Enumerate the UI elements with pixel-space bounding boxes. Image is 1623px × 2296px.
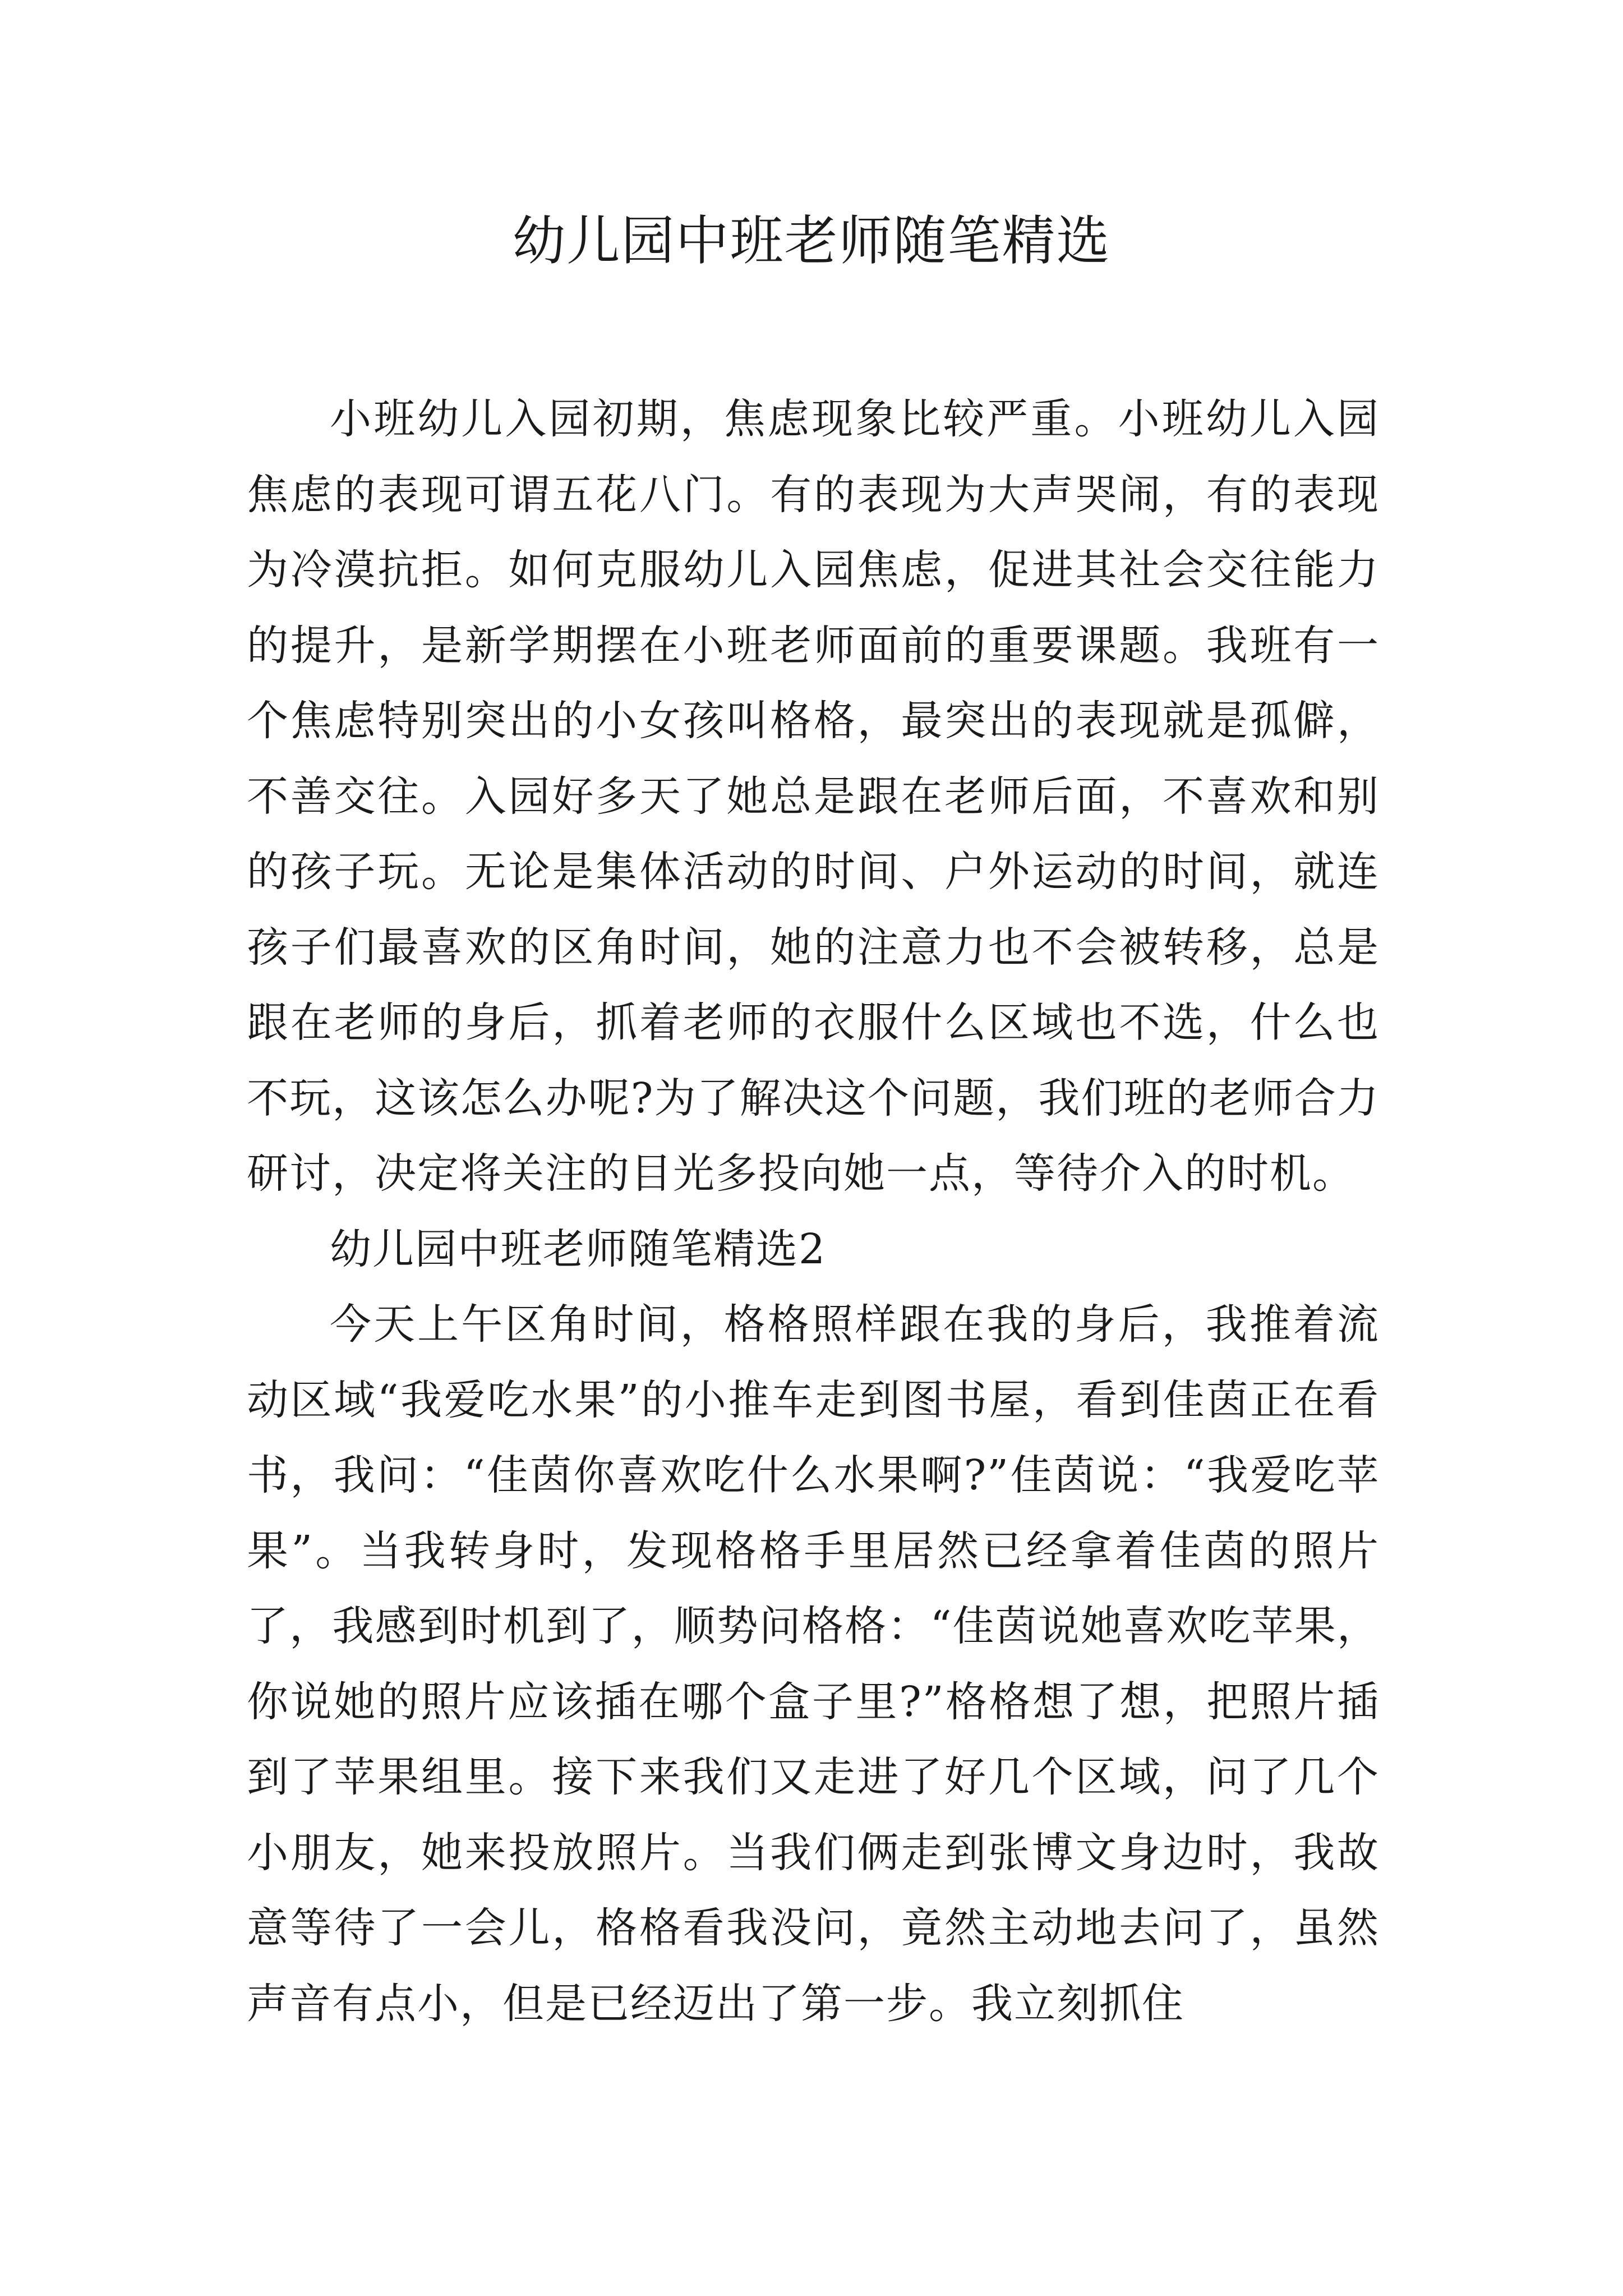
document-body bbox=[247, 381, 1380, 2041]
section-heading: 幼儿园中班老师随笔精选2 bbox=[330, 1225, 827, 1273]
document-title: 幼儿园中班老师随笔精选 bbox=[512, 210, 1111, 272]
paragraph-intro: 小班幼儿入园初期，焦虑现象比较严重。小班幼儿入园焦虑的表现可谓五花八门。有的表现为大声哭闹，有的表现为冷漠抗拒。如何克服幼儿入园焦虑，促进其社会交往能力的提升，是新学期摆在小班老师面前的重要课题。我班有一个焦虑特别突出的小女孩叫格格，最突出的表现就是孤僻，不善交往。入园好多天了她总是跟在老师后面，不喜欢和别的孩子玩。无论是集体活动的时间、户外运动的时间，就连孩子们最喜欢的区角时间，她的注意力也不会被转移，总是跟在老师的身后，抓着老师的衣服什么区域也不选，什么也不玩，这该怎么办呢?为了解决这个问题，我们班的老师合力研讨，决定将关注的目光多投向她一点，等待介入的时机。 bbox=[247, 395, 1380, 1198]
paragraph-story: 今天上午区角时间，格格照样跟在我的身后，我推着流动区域“我爱吃水果”的小推车走到图书屋，看到佳茵正在看书，我问：“佳茵你喜欢吃什么水果啊?”佳茵说：“我爱吃苹果”。当我转身时，发现格格手里居然已经拿着佳茵的照片了，我感到时机到了，顺势问格格：“佳茵说她喜欢吃苹果，你说她的照片应该插在哪个盒子里?”格格想了想，把照片插到了苹果组里。接下来我们又走进了好几个区域，问了几个小朋友，她来投放照片。当我们俩走到张博文身边时，我故意等待了一会儿，格格看我没问，竟然主动地去问了，虽然声音有点小，但是已经迈出了第一步。我立刻抓住 bbox=[247, 1300, 1380, 2028]
